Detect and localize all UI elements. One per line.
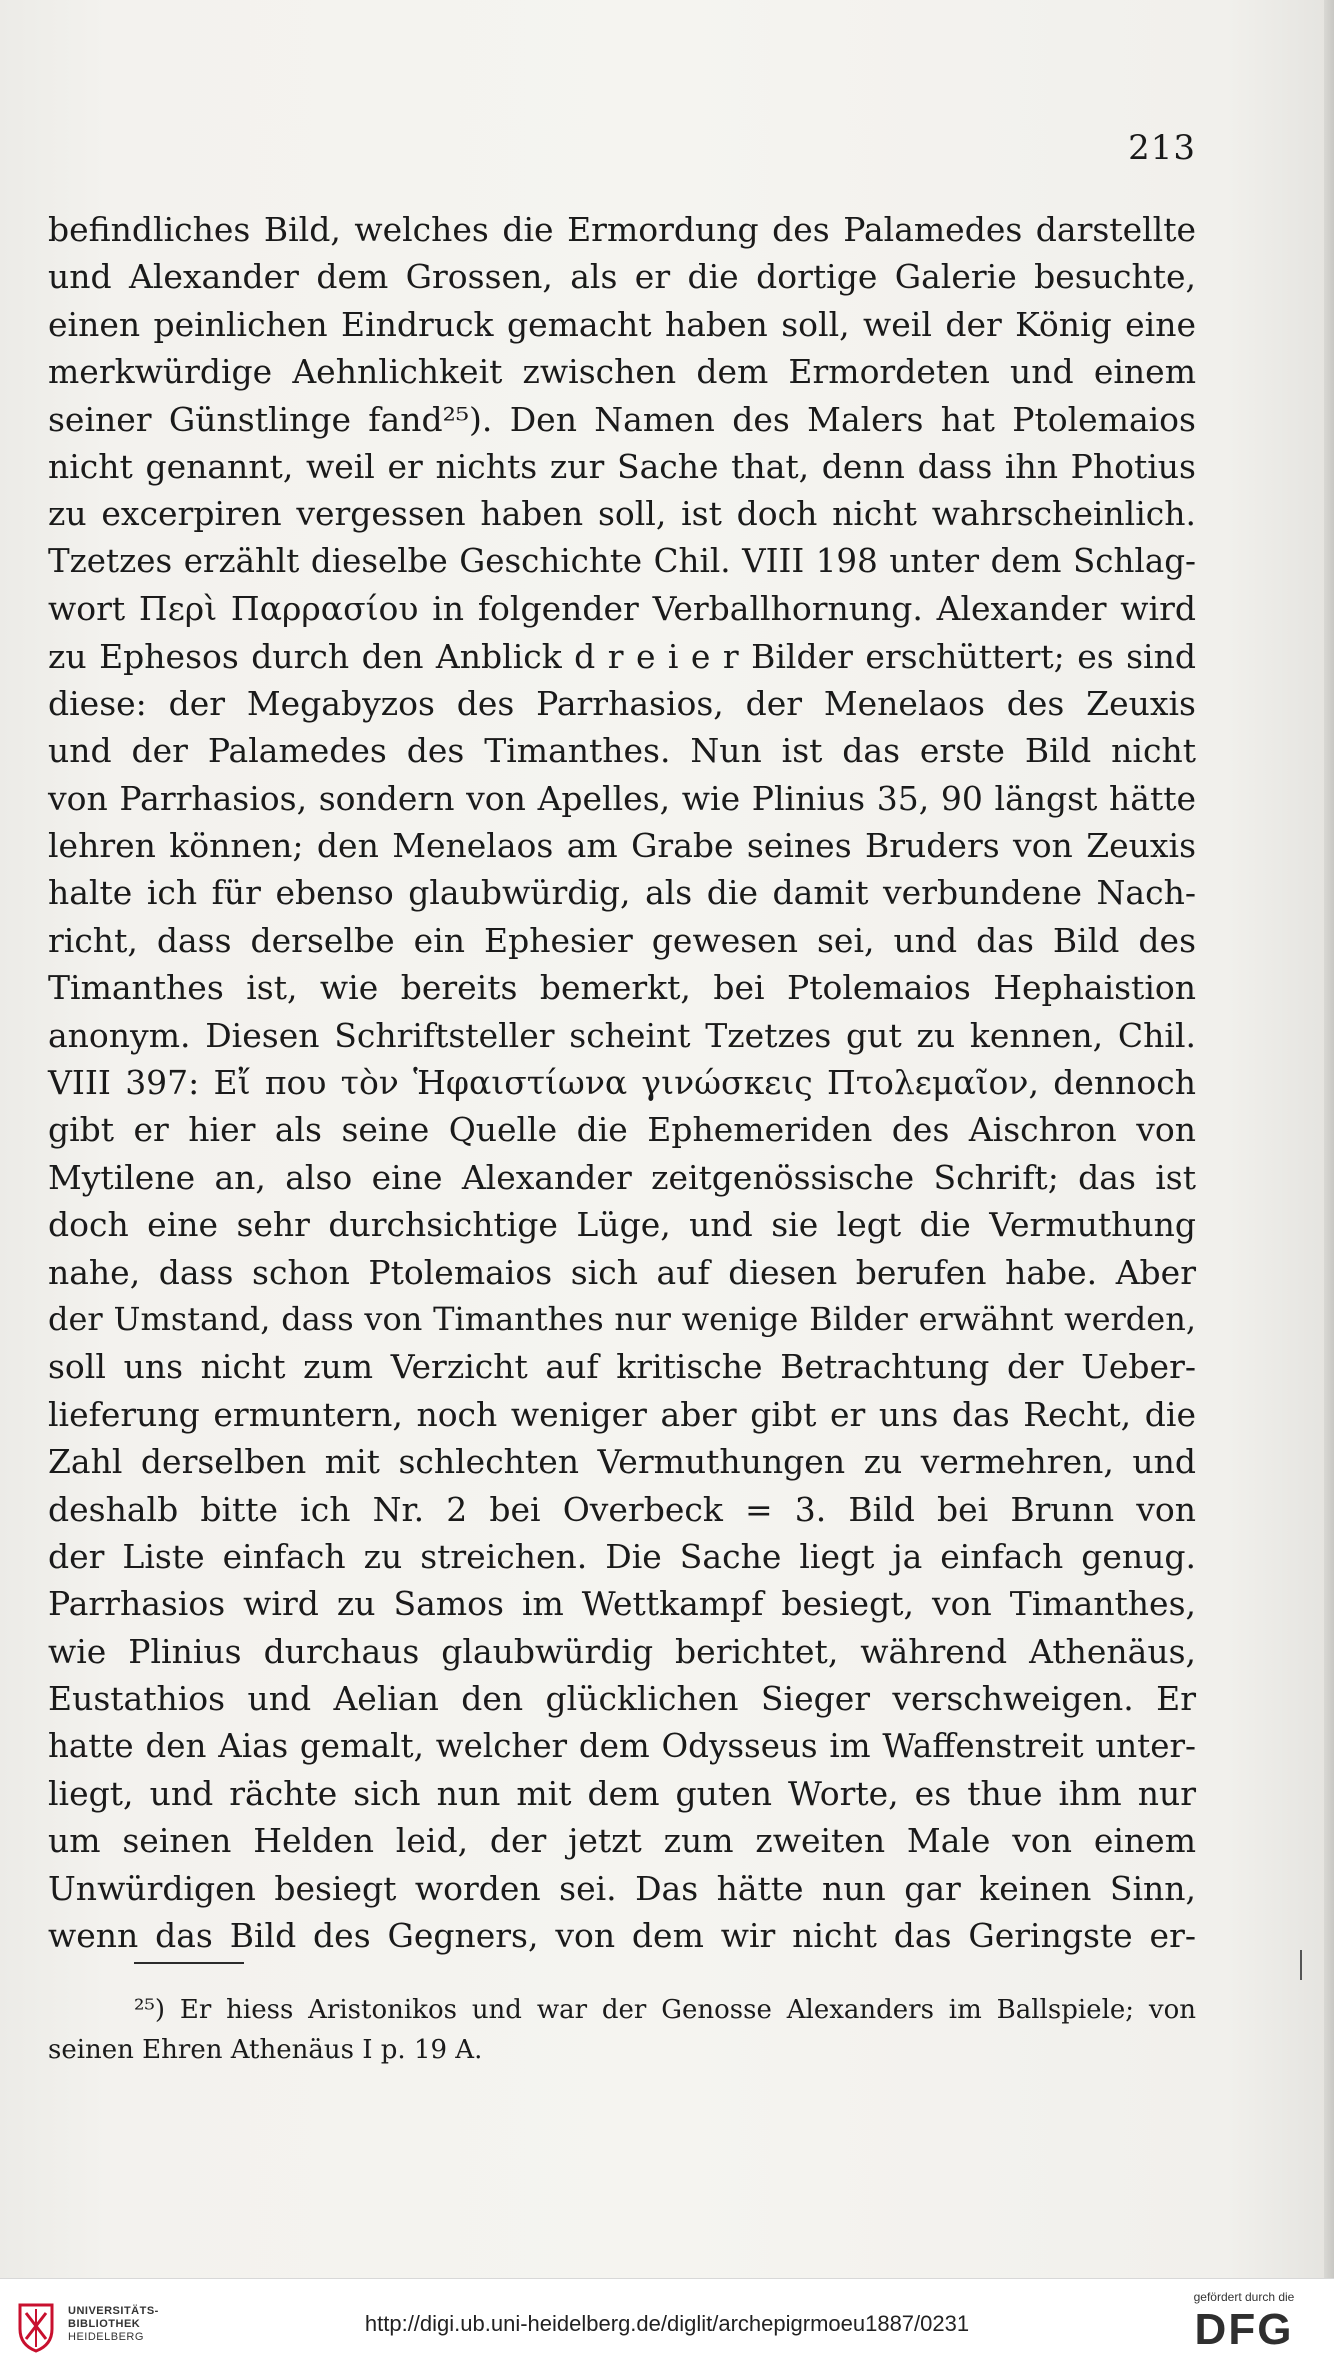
funder-caption: gefördert durch die — [1193, 2290, 1295, 2304]
funder-logo[interactable] — [1174, 2289, 1314, 2369]
text-line: um seinen Helden leid, der jetzt zum zweiten Male von einem — [48, 1821, 1196, 1861]
footnote-divider — [134, 1962, 244, 1964]
text-line: einen peinlichen Eindruck gemacht haben soll, weil der König eine — [48, 304, 1196, 344]
text-line: deshalb bitte ich Nr. 2 bei Overbeck = 3. Bild bei Brunn von — [48, 1489, 1196, 1529]
text-line: doch eine sehr durchsichtige Lüge, und sie legt die Vermuthung — [48, 1205, 1196, 1245]
text-line: wenn das Bild des Gegners, von dem wir nicht das Geringste er- — [48, 1916, 1196, 1956]
text-line: Tzetzes erzählt dieselbe Geschichte Chil. VIII 198 unter dem Schlag- — [48, 541, 1196, 580]
text-line: nicht genannt, weil er nichts zur Sache that, denn dass ihn Photius — [48, 446, 1196, 486]
text-line: wie Plinius durchaus glaubwürdig berichtet, während Athenäus, — [48, 1631, 1196, 1671]
text-line: befindliches Bild, welches die Ermordung des Palamedes darstellte — [48, 210, 1196, 249]
text-line: von Parrhasios, sondern von Apelles, wie Plinius 35, 90 längst hätte — [48, 778, 1196, 818]
scan-artifact — [1300, 1950, 1302, 1980]
text-line: gibt er hier als seine Quelle die Ephemeriden des Aischron von — [48, 1110, 1196, 1150]
text-line: seiner Günstlinge fand²⁵). Den Namen des Malers hat Ptolemaios — [48, 399, 1196, 439]
footnote-line: ²⁵) Er hiess Aristonikos und war der Genosse Alexanders im Ballspiele; von — [134, 1995, 1196, 2025]
text-line: Unwürdigen besiegt worden sei. Das hätte nun gar keinen Sinn, — [48, 1868, 1196, 1908]
text-line: hatte den Aias gemalt, welcher dem Odysseus im Waffenstreit unter- — [48, 1726, 1196, 1765]
text-line: wort Περὶ Παρρασίου in folgender Verballhornung. Alexander wird — [48, 589, 1196, 629]
text-line: anonym. Diesen Schriftsteller scheint Tzetzes gut zu kennen, Chil. — [48, 1015, 1196, 1055]
footnote-line: seinen Ehren Athenäus I p. 19 A. — [48, 2035, 483, 2065]
text-line: zu excerpiren vergessen haben soll, ist doch nicht wahrscheinlich. — [48, 494, 1196, 534]
text-line: liegt, und rächte sich nun mit dem guten Worte, es thue ihm nur — [48, 1773, 1196, 1813]
page-edge-shadow — [1324, 0, 1334, 2278]
text-line: diese: der Megabyzos des Parrhasios, der Menelaos des Zeuxis — [48, 683, 1196, 723]
permalink-url[interactable]: http://digi.ub.uni-heidelberg.de/diglit/archepigrmoeu1887/0231 — [364, 2311, 970, 2336]
text-line: und der Palamedes des Timanthes. Nun ist das erste Bild nicht — [48, 731, 1196, 771]
text-line: halte ich für ebenso glaubwürdig, als die damit verbundene Nach- — [48, 873, 1196, 913]
page-number: 213 — [1128, 128, 1196, 168]
dfg-logo: DFG — [1194, 2305, 1294, 2354]
text-line: soll uns nicht zum Verzicht auf kritische Betrachtung der Ueber- — [48, 1347, 1196, 1387]
library-name-line: UNIVERSITÄTS- — [68, 2305, 159, 2317]
library-name-line: BIBLIOTHEK — [68, 2318, 141, 2330]
text-line: der Liste einfach zu streichen. Die Sache liegt ja einfach genug. — [48, 1536, 1196, 1576]
text-line: merkwürdige Aehnlichkeit zwischen dem Ermordeten und einem — [48, 352, 1196, 392]
text-line: Zahl derselben mit schlechten Vermuthungen zu vermehren, und — [48, 1442, 1196, 1482]
footnotes — [48, 1990, 1196, 2070]
body-text — [48, 206, 1196, 1959]
text-line: lieferung ermuntern, noch weniger aber gibt er uns das Recht, die — [48, 1394, 1196, 1434]
text-line: richt, dass derselbe ein Ephesier gewesen sei, und das Bild des — [48, 920, 1196, 960]
library-name-line: HEIDELBERG — [68, 2331, 144, 2343]
text-line: Eustathios und Aelian den glücklichen Sieger verschweigen. Er — [48, 1679, 1196, 1719]
digitization-banner — [0, 2278, 1334, 2374]
text-line: Mytilene an, also eine Alexander zeitgenössische Schrift; das ist — [48, 1157, 1196, 1197]
text-line: Parrhasios wird zu Samos im Wettkampf besiegt, von Timanthes, — [48, 1584, 1196, 1624]
text-line: nahe, dass schon Ptolemaios sich auf diesen berufen habe. Aber — [48, 1252, 1196, 1292]
text-line: VIII 397: Εἴ που τὸν Ἡφαιστίωνα γινώσκεις Πτολεμαῖον, dennoch — [48, 1063, 1196, 1103]
text-line: zu Ephesos durch den Anblick d r e i e r Bilder erschüttert; es sind — [48, 636, 1196, 676]
text-line: und Alexander dem Grossen, als er die dortige Galerie besuchte, — [48, 257, 1196, 297]
text-line: Timanthes ist, wie bereits bemerkt, bei Ptolemaios Hephaistion — [48, 968, 1196, 1008]
text-line: lehren können; den Menelaos am Grabe seines Bruders von Zeuxis — [48, 826, 1196, 866]
text-line: der Umstand, dass von Timanthes nur wenige Bilder erwähnt werden, — [48, 1299, 1196, 1338]
